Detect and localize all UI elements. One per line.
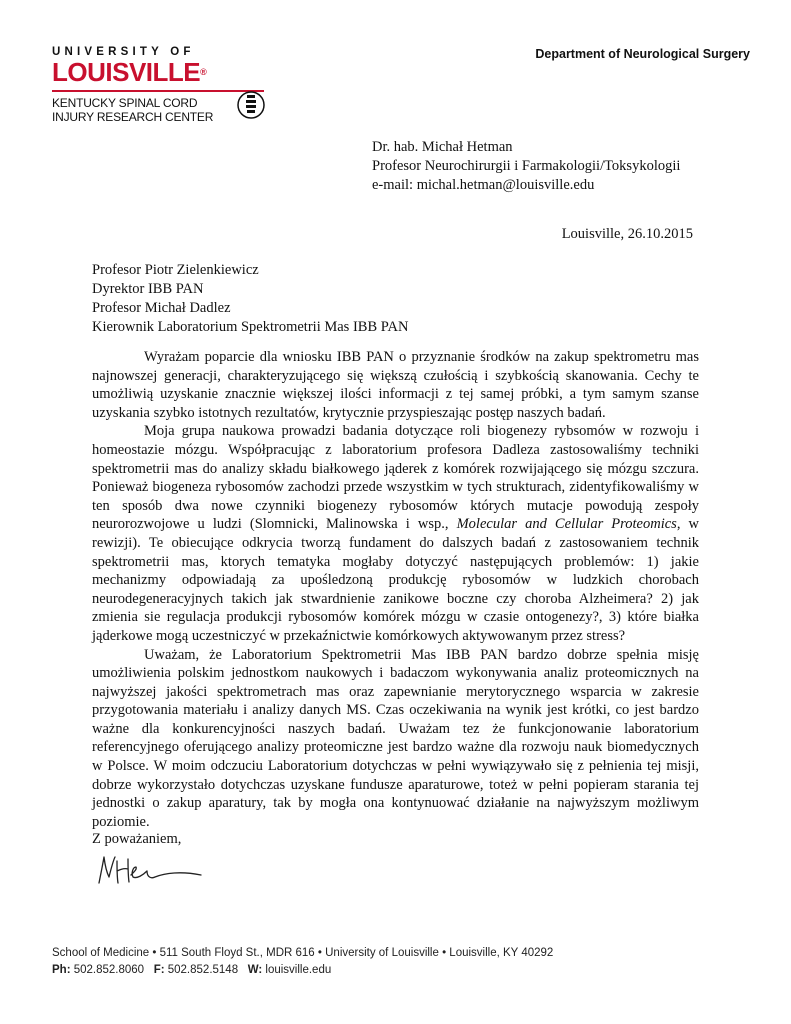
logo-center-line2: INJURY RESEARCH CENTER <box>52 110 214 124</box>
sender-title: Profesor Neurochirurgii i Farmakologii/Toksykologii <box>372 158 681 174</box>
logo-louisville <box>52 59 267 85</box>
web-address: louisville.edu <box>265 964 332 976</box>
fax-number: 502.852.5148 <box>167 964 239 976</box>
sender-block <box>372 138 680 195</box>
logo-university-of: UNIVERSITY OF <box>52 46 195 58</box>
sender-email: e-mail: michal.hetman@louisville.edu <box>372 177 595 193</box>
web-label: W: <box>247 964 263 976</box>
department-name: Department of Neurological Surgery <box>535 47 750 61</box>
registered-mark: ® <box>200 67 207 77</box>
footer-address: School of Medicine • 511 South Floyd St., MDR 616 • University of Louisville • Louisville, KY 40292 <box>52 947 554 959</box>
sender-name: Dr. hab. Michał Hetman <box>372 139 513 155</box>
recipient-block <box>92 261 408 337</box>
signature <box>95 853 205 887</box>
fax-label: F: <box>153 964 165 976</box>
paragraph-1: Wyrażam poparcie dla wniosku IBB PAN o przyznanie środków na zakup spektrometru mas najnowszej generacji, charakteryzującego się większą czułością i szybkością skanowania. Cechy te umożliwią uzyskanie znacznie większej ilości informacji z tej samej próbki, a tym samym szanse uzyskania szybko istotnych rezultatów, krytycznie przyspieszając postęp naszych badań. <box>92 349 699 421</box>
recipient-line: Profesor Piotr Zielenkiewicz <box>92 262 259 278</box>
journal-title: Molecular and Cellular Proteomics <box>456 516 677 533</box>
logo-red-rule <box>52 90 264 92</box>
paragraph-2-part-1: Moja grupa naukowa prowadzi badania dotyczące roli biogenezy rybsomów w rozwoju i homeostazie mózgu. Współpracując z laboratorium profesora Dadleza zastosowaliśmy techniki spektrometrii mas do analizy składu białkowego jąderek z komórek rozwijającego się mózgu szczura. Ponieważ biogeneza rybosomów zachodzi przede wszystkim w tych strukturach, zidentyfikowaliśmy w ten sposób dwa nowe czynniki biogenezy rybosomów których mutacje powodują zespoły neurorozwojowe u ludzi (Slomnicki, Malinowska i wsp., <box>92 423 699 533</box>
letter-date: Louisville, 26.10.2015 <box>561 226 693 242</box>
footer <box>52 945 553 979</box>
phone-label: Ph: <box>52 964 71 976</box>
paragraph-3: Uważam, że Laboratorium Spektrometrii Mas IBB PAN bardzo dobrze spełnia misję umożliwienia polskim jednostkom naukowych i badaczom wykonywania analiz proteomicznych na najwyższej jakości spektrometrach mas oraz zapewnianie merytorycznego wsparcia w zakresie przygotowania materiału i analizy danych MS. Czas oczekiwania na wynik jest krótki, co jest bardzo ważne dla konkurencyjności naszych badań. Uważam tez że funkcjonowanie laboratorium referencyjnego oferującego analizy proteomiczne jest bardzo ważne dla rozwoju nauk biomedycznych w Polsce. W moim odczuciu Laboratorium dotychczas w pełni wywiązywało się z pełnienia tej misji, dobrze wykorzystało dotychczas uzyskane fundusze aparaturowe, toteż w pełni popieram starania tej jednostki o zakup aparatury, tak by mogła ona kontynuować działanie na najwyższym możliwym poziomie. <box>92 646 699 830</box>
logo-louisville-text: LOUISVILLE <box>52 57 201 87</box>
closing: Z poważaniem, <box>92 831 182 847</box>
university-logo <box>52 46 267 124</box>
paragraph-2-part-2: , w rewizji). Te obiecujące odkrycia tworzą fundament do dalszych badań z zastosowaniem technik spektrometrii mas, ktorych tematyka mogłaby dotyczyć następujących problemów: 1) jakie mechanizmy odpowiadają za upośledzoną produkcję rybosomów w ludzkich chorobach neurodegeneracyjnych takich jak stwardnienie zanikowe boczne czy choroba Alzheimera? 2) jak zmienia sie regulacja produkcji rybosomów komórek mózgu w czasie ontogenezy?, 3) które białka jąderkowe mogą uczestniczyć w przekaźnictwie komórkowych aktywowanym przez stress? <box>92 516 699 644</box>
recipient-line: Kierownik Laboratorium Spektrometrii Mas IBB PAN <box>92 319 409 335</box>
logo-center-line1: KENTUCKY SPINAL CORD <box>52 96 198 110</box>
spine-icon <box>236 90 266 120</box>
footer-contacts <box>52 962 553 979</box>
recipient-line: Profesor Michał Dadlez <box>92 300 231 316</box>
recipient-line: Dyrektor IBB PAN <box>92 281 204 297</box>
paragraph-2 <box>92 422 699 645</box>
phone-number: 502.852.8060 <box>73 964 145 976</box>
letter-body <box>92 348 699 831</box>
